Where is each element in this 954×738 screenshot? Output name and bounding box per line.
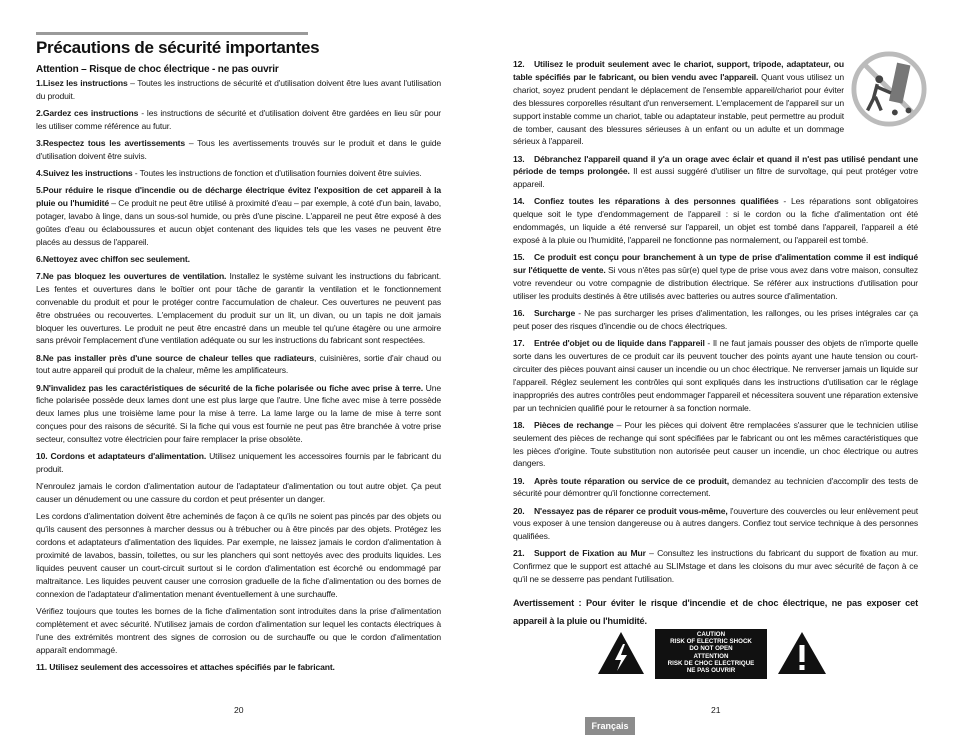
right-item-12: 12. Utilisez le produit seulement avec le chariot, support, tripode, adaptateur, ou table spécifiés par le fabricant, ou bien vendu avec l'appareil. Quant vous utilisez un chariot, soyez prudent pendant le déplacement de l'ensemble appareil/chariot pour éviter des blessures corporelles résultant d'un renversement. L'emplacement de l'appareil sur un support instable comme un chariot, table ou adaptateur instable, peut permettre au produit de tomber, causant des blessures sérieuses à un enfant ou un adulte et un dommage sérieux à l'appareil. — [513, 58, 918, 148]
right-item-15: 15. Ce produit est conçu pour branchement à un type de prise d'alimentation comme il est indiqué sur l'étiquette de vente. Si vous n'êtes pas sûr(e) quel type de prise vous avez dans votre maison, consultez votre revendeur ou votre compagnie de distribution électrique. Se référer aux instructions d'utilisation pour utiliser les produits destinés à être utilisés avec batteries ou autres source d'alimentation. — [513, 252, 918, 301]
warning-statement: Avertissement : Pour éviter le risque d'incendie et de choc électrique, ne pas exposer cet appareil à la pluie ou l'humidité. — [513, 598, 918, 627]
page-number-left: 20 — [234, 705, 244, 715]
page-title: Précautions de sécurité importantes — [36, 38, 320, 57]
left-item-2: 2.Gardez ces instructions - les instructions de sécurité et d'utilisation doivent être gardées en lieu sûr pour les utiliser comme référence au futur. — [36, 108, 441, 131]
left-item-10-para-4: Vérifiez toujours que toutes les bornes de la fiche d'alimentation sont introduites dans la prise d'alimentation complètement et avec sécurité. N'utilisez jamais de cordon d'alimentation sur lequel les contacts électriques à l'une des extrémités montrent des signes de corrosion ou de surchauffe ou que le cordon d'alimentation apparaît endommagé. — [36, 605, 441, 655]
left-item-10-para-3: Les cordons d'alimentation doivent être acheminés de façon à ce qu'ils ne soient pas pincés par des objets ou qu'ils causent des personnes à marcher dessus ou à trébucher ou à être pincés par des objets. Protégez les cordons et adaptateurs d'alimentation des liquides. Par exemple, ne laissez jamais le cordon d'alimentation à proximité de lavabos, bassin, toilettes, ou sur les planchers qui sont nettoyés avec des produits liquides. Les liquides peuvent causer un court-circuit surtout si le cordon d'alimentation est écorché ou endommagé par maltraitance. Les liquides peuvent causer une corrosion graduelle de la fiche d'alimentation ou des bornes de connexion de l'adaptateur d'alimentation menant éventuellement à une surchauffe. — [36, 511, 441, 599]
left-item-6: 6.Nettoyez avec chiffon sec seulement. — [36, 253, 190, 264]
left-item-3: 3.Respectez tous les avertissements – Tous les avertissements trouvés sur le produit et dans le guide d'utilisation doivent être suivis. — [36, 138, 441, 161]
left-item-1: 1.Lisez les instructions – Toutes les instructions de sécurité et d'utilisation doivent être lues avant l'utilisation du produit. — [36, 78, 441, 101]
lightning-triangle-icon — [597, 631, 645, 675]
title-rule — [36, 32, 308, 35]
page-number-right: 21 — [711, 705, 721, 715]
right-column — [513, 58, 918, 630]
left-item-11: 11. Utilisez seulement des accessoires et attaches spécifiés par le fabricant. — [36, 661, 335, 672]
left-item-7: 7.Ne pas bloquez les ouvertures de ventilation. Installez le système suivant les instructions du fabricant. Les fentes et ouvertures dans le boîtier ont pour tâche de garantir la ventilation et le fonctionnement convenable du produit et pour le protéger contre l'accumulation de chaleur. Ces ouvertures ne peuvent pas être obstruées ou recouvertes. L'emplacement du produit sur un lit, un divan, ou un tapis ne doit jamais bloquer les ouvertures. Le produit ne peut être encastré dans un meuble tel qu'une étagère ou une armoire sans prévoir l'emplacement d'une ventilation adéquate ou sur les instructions du fabricant sont respectées. — [36, 270, 441, 346]
right-item-16: 16. Surcharge - Ne pas surcharger les prises d'alimentation, les rallonges, ou les prises intégrales car ça peut poser des risques d'incendie ou de chocs électriques. — [513, 308, 918, 331]
left-item-5: 5.Pour réduire le risque d'incendie ou de décharge électrique évitez l'exposition de cet appareil à la pluie ou l'humidité – Ce produit ne peut être utilisé à proximité d'eau – par exemple, à coté d'un bain, lavabo, potager, lavabo à linge, dans un sous-sol humide, ou près d'une piscine. L'appareil ne peut être exposé à des goûtes d'eau ou éclaboussures et aucun objet contenant des liquides tels que les vases ne peuvent être placés au dessus de l'appareil. — [36, 185, 442, 247]
left-item-10-para-2: N'enroulez jamais le cordon d'alimentation autour de l'adaptateur d'alimentation ou tout autre objet. Ça peut causer un dénudement ou une cassure du cordon et peut présenter un danger. — [36, 481, 441, 505]
left-column — [36, 32, 441, 678]
cart-warning-icon — [850, 50, 928, 128]
right-item-13: 13. Débranchez l'appareil quand il y'a un orage avec éclair et quand il n'est pas utilisé pendant une période de temps prolongée. Il est aussi suggéré d'utiliser un filtre de survoltage, qui peut protéger votre appareil. — [513, 153, 919, 190]
language-tab: Français — [585, 717, 635, 735]
left-item-4: 4.Suivez les instructions - Toutes les instructions de fonction et d'utilisation fournies doivent être suivies. — [36, 168, 422, 178]
caution-label: CAUTION RISK OF ELECTRIC SHOCK DO NOT OPEN ATTENTION RISK DE CHOC ELECTRIQUE NE PAS OUVRIR — [655, 629, 767, 679]
left-item-9: 9.N'invalidez pas les caractéristiques de sécurité de la fiche polarisée ou fiche avec prise à terre. Une fiche polarisée possède deux lames dont une est plus large que l'autre. Une fiche avec mise à terre possède deux lames plus une troisième lame pour la mise à terre. La lame large ou la lame de mise à terre sont conçues pour des raisons de sécurité. Si la fiche qui vous est fournie ne peut pas être branchée à votre prise secteur, consultez votre électricien pour faire remplacer la prise obsolète. — [36, 382, 441, 445]
page-subtitle: Attention – Risque de choc électrique - ne pas ouvrir — [36, 64, 279, 75]
left-item-10: 10. Cordons et adaptateurs d'alimentation. Utilisez uniquement les accessoires fournis par le fabricant du produit. — [36, 451, 441, 475]
left-item-8: 8.Ne pas installer près d'une source de chaleur telles que radiateurs, cuisinières, sortie d'air chaud ou tout autre appareil qui produit de la chaleur, même les amplificateurs. — [36, 352, 441, 376]
right-item-21: 21. Support de Fixation au Mur – Consultez les instructions du fabricant du support de fixation au mur. Confirmez que le support est attaché au SLIMstage et dans les cloisons du mur avec sécurité de façon à ce qu'il ne se desserre pas pendant l'utilisation. — [513, 548, 919, 585]
exclamation-triangle-icon — [777, 631, 827, 675]
right-item-17: 17. Entrée d'objet ou de liquide dans l'appareil - Il ne faut jamais pousser des objets de n'importe quelle sorte dans les ouvertures de ce produit car ils peuvent toucher des points ayant une haute tension ou court-circuiter des pièces pouvant ainsi causer un incendie ou un choc électrique. Ne renverser jamais un liquide sur l'appareil. Réglez seulement les contrôles qui sont expliqués dans les instructions d'utilisation car le réglage inappropriés des autres contrôles peut endommager l'appareil et nécessitera souvent une réparation extensive par un technicien qualifié pour le retourner à sa fonction normale. — [513, 338, 918, 413]
safety-symbols — [597, 629, 843, 679]
right-item-20: 20. N'essayez pas de réparer ce produit vous-même, l'ouverture des couvercles ou leur enlèvement peut vous exposer à une tension dangereuse ou à autres dangers. Confiez tout service technique à des personnes qualifiées. — [513, 505, 918, 542]
right-item-14: 14. Confiez toutes les réparations à des personnes qualifiées - Les réparations sont obligatoires quelque soit le type d'endommagement de l'appareil : si le cordon ou la fiche d'alimentation ont été endommagés, un liquide a été renversé sur l'appareil, un objet est tombé dans l'appareil, l'appareil a été exposé à la pluie ou l'humidité, l'appareil ne fonctionne pas normalement, ou l'appareil est tombé. — [513, 196, 918, 246]
right-item-18: 18. Pièces de rechange – Pour les pièces qui doivent être remplacées s'assurer que le technicien utilise seulement des pièces de rechange qui sont spécifiées par le fabricant ou ont les mêmes caractéristiques que les pièces d'origine. Toute substitution non autorisée peut causer un incendie, un choc électrique ou autres dangers. — [513, 419, 918, 469]
right-item-19: 19. Après toute réparation ou service de ce produit, demandez au technicien d'accomplir des tests de sécurité pour démontrer qu'il fonctionne correctement. — [513, 475, 918, 499]
